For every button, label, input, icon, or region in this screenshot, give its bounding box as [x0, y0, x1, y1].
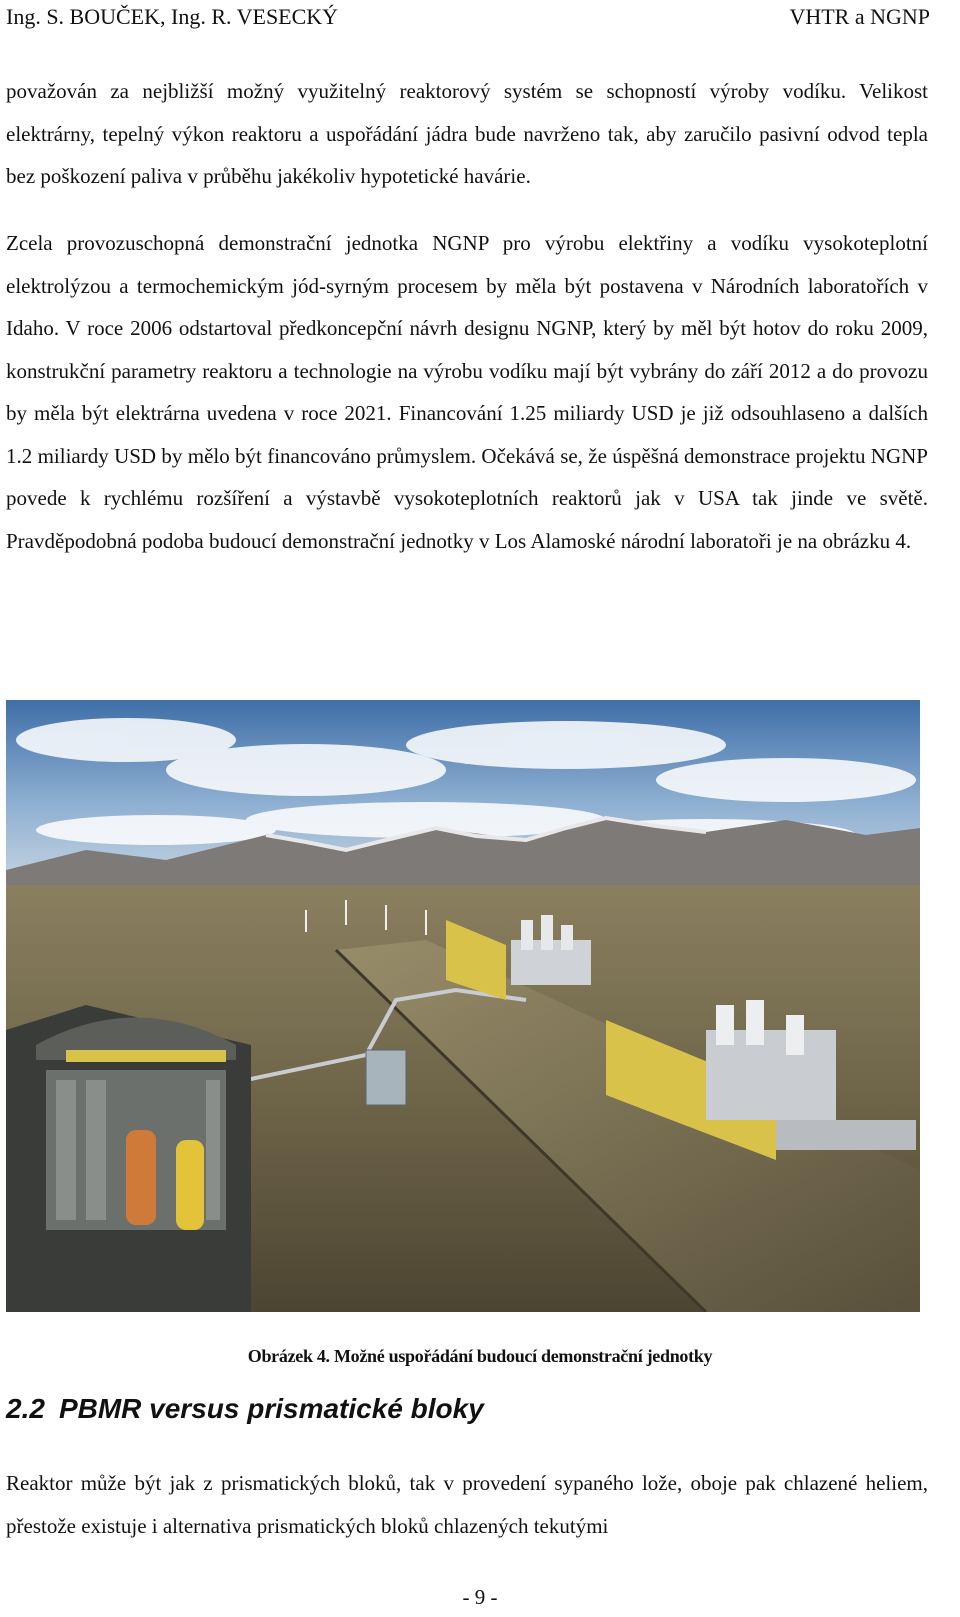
section-heading: [6, 1393, 484, 1425]
section-number: 2.2: [6, 1393, 45, 1424]
header-authors: Ing. S. BOUČEK, Ing. R. VESECKÝ: [6, 4, 339, 29]
paragraph-1: považován za nejbližší možný využitelný reaktorový systém se schopností výroby vodíku. Velikost elektrárny, tepelný výkon reaktoru a uspořádání jádra bude navrženo tak, aby zaručilo pasivní odvod tepla bez poškození paliva v průběhu jakékoliv hypotetické havárie.: [6, 79, 928, 188]
page-number: - 9 -: [462, 1585, 498, 1609]
paragraph-2: Zcela provozuschopná demonstrační jednotka NGNP pro výrobu elektřiny a vodíku vysokoteplotní elektrolýzou a termochemickým jód-syrným procesem by měla být postavena v Národních laboratořích v Idaho. V roce 2006 odstartoval předkoncepční návrh designu NGNP, který by měl být hotov do roku 2009, konstrukční parametry reaktoru a technologie na výrobu vodíku mají být vybrány do září 2012 a do provozu by měla být elektrárna uvedena v roce 2021. Financování 1.25 miliardy USD je již odsouhlaseno a dalších 1.2 miliardy USD by mělo být financováno průmyslem. Očekává se, že úspěšná demonstrace projektu NGNP povede k rychlému rozšíření a výstavbě vysokoteplotních reaktorů jak v USA tak jinde ve světě. Pravděpodobná podoba budoucí demonstrační jednotky v Los Alamoské národní laboratoři je na obrázku 4.: [6, 231, 928, 553]
figure-illustration: [6, 700, 920, 1312]
paragraph-3: Reaktor může být jak z prismatických bloků, tak v provedení sypaného lože, oboje pak chlazené heliem, přestože existuje i alternativa prismatických bloků chlazených tekutými: [6, 1471, 928, 1538]
ngnp-site-illustration: [6, 700, 920, 1312]
figure-caption: Obrázek 4. Možné uspořádání budoucí demonstrační jednotky: [247, 1346, 713, 1366]
header-topic: VHTR a NGNP: [789, 4, 930, 29]
section-title: PBMR versus prismatické bloky: [58, 1393, 484, 1424]
page-header: [6, 4, 930, 34]
